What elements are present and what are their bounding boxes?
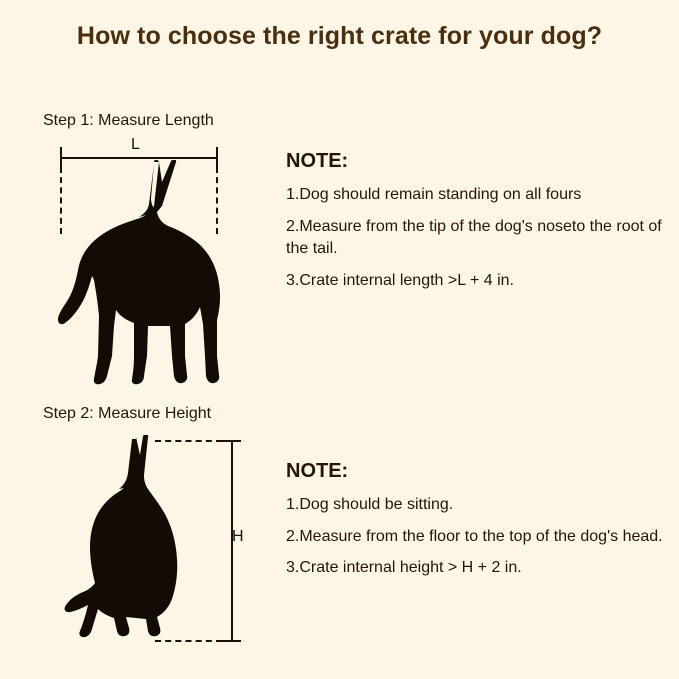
- height-dimension-label: H: [232, 528, 244, 545]
- note-1-line-2: 2.Measure from the tip of the dog's noseto the root of the tail.: [286, 217, 662, 258]
- step-2-label: Step 2: Measure Height: [43, 405, 212, 422]
- note-2-line-2: 2.Measure from the floor to the top of the dog's head.: [286, 527, 663, 545]
- note-1-line-3: 3.Crate internal length >L + 4 in.: [286, 272, 514, 290]
- step-1-label: Step 1: Measure Length: [43, 112, 214, 129]
- note-2-line-1: 1.Dog should be sitting.: [286, 496, 454, 513]
- note-2-heading: NOTE:: [286, 460, 349, 482]
- length-dimension-label: L: [131, 136, 140, 153]
- note-1-heading: NOTE:: [286, 150, 349, 172]
- height-tick-top: [222, 440, 241, 442]
- length-measure-line: [60, 157, 218, 159]
- page-title: How to choose the right crate for your dog?: [76, 22, 603, 50]
- note-step-1: [286, 150, 666, 302]
- note-step-2: [286, 460, 666, 589]
- sitting-dog-silhouette: [62, 435, 212, 645]
- note-1-line-1: 1.Dog should remain standing on all fours: [286, 186, 582, 203]
- note-2-line-3: 3.Crate internal height > H + 2 in.: [286, 559, 522, 577]
- standing-dog-silhouette: [58, 160, 228, 385]
- height-tick-bottom: [222, 640, 241, 642]
